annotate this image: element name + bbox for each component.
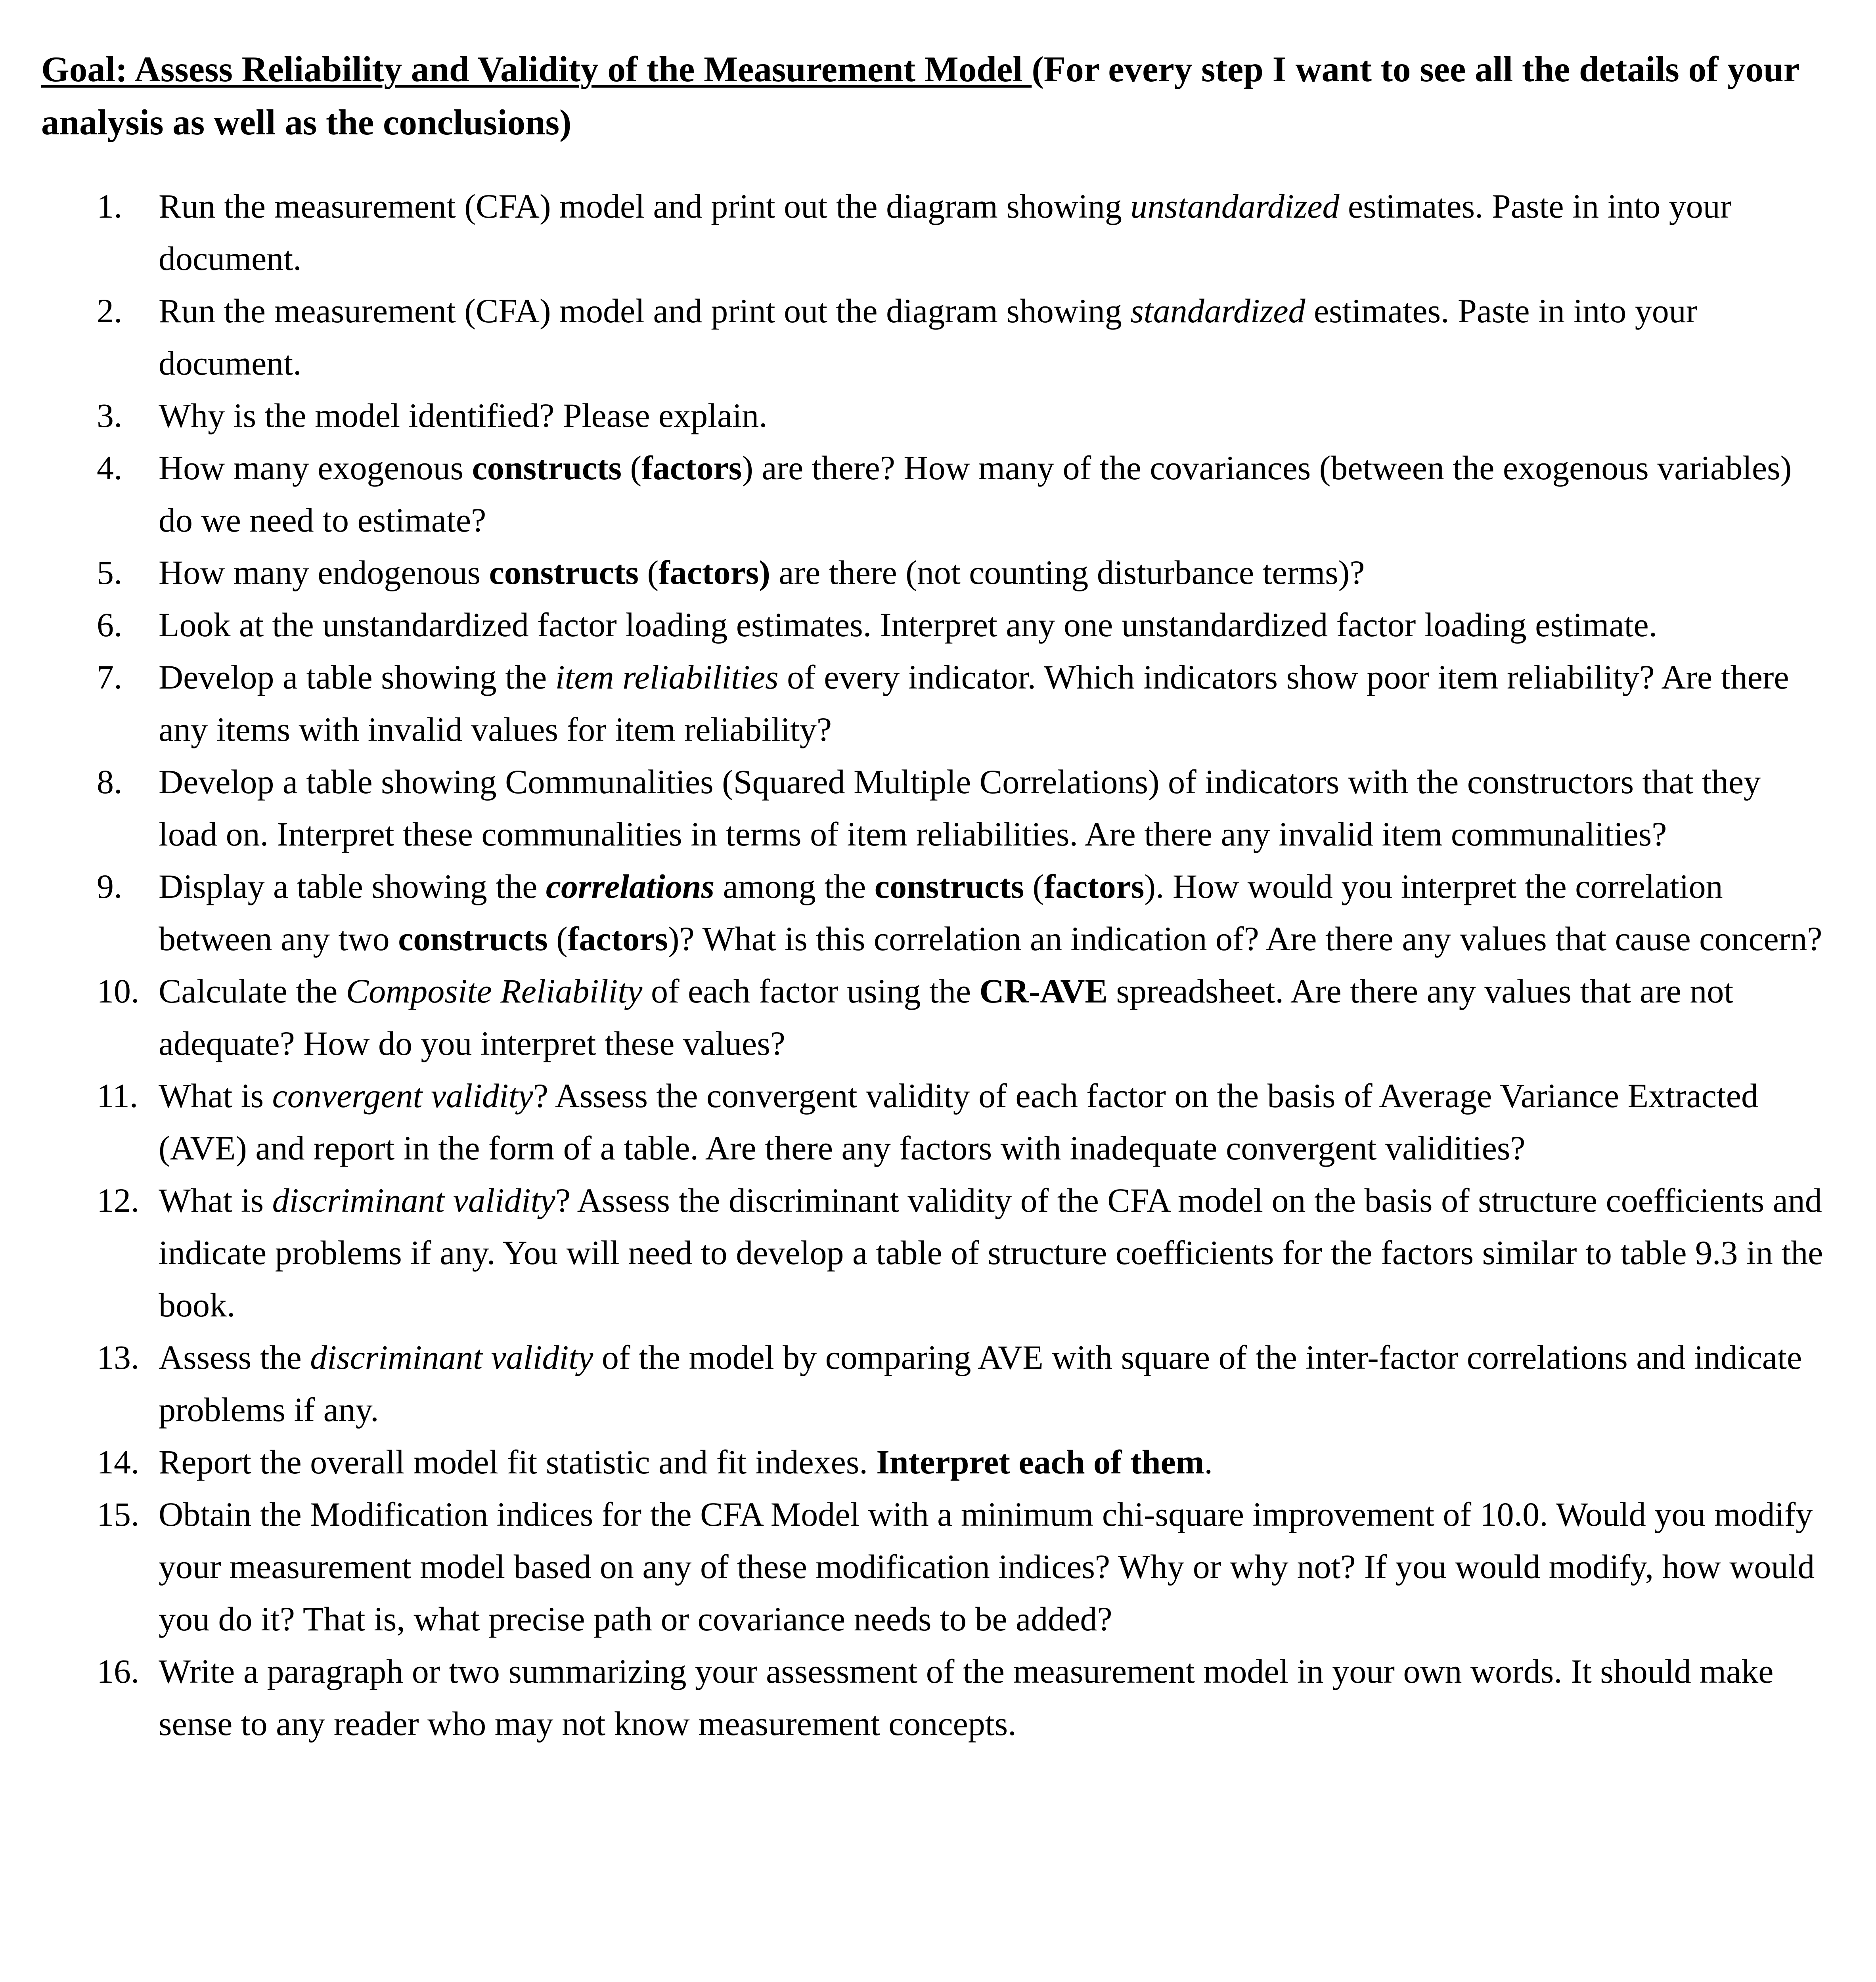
- item-text-segment: How many exogenous: [159, 449, 472, 487]
- item-text: [159, 658, 1789, 748]
- item-text-segment: of the model by comparing AVE with square of the inter-factor correlations and indicate problems if any.: [159, 1338, 1802, 1429]
- item-text-segment: correlations: [546, 867, 715, 905]
- item-number: 14.: [97, 1443, 140, 1481]
- item-number: 4.: [97, 449, 123, 487]
- list-item: [41, 442, 1825, 546]
- list-item: [41, 860, 1825, 965]
- item-text-segment: Develop a table showing the: [159, 658, 555, 696]
- item-text-segment: How many endogenous: [159, 553, 489, 591]
- item-text: [159, 763, 1761, 853]
- item-text-segment: item reliabilities: [555, 658, 779, 696]
- list-item: [41, 651, 1825, 756]
- item-text: [159, 1443, 1213, 1481]
- item-text-segment: of every indicator. Which indicators show poor item reliability? Are there any items with invalid values for item reliability?: [159, 658, 1789, 748]
- item-text-segment: Run the measurement (CFA) model and print out the diagram showing: [159, 292, 1131, 330]
- item-number: 13.: [97, 1338, 140, 1376]
- item-text-segment: What is: [159, 1181, 272, 1219]
- goal-heading: [41, 43, 1825, 149]
- item-text-segment: standardized: [1130, 292, 1306, 330]
- item-text-segment: Display a table showing the: [159, 867, 546, 905]
- item-text-segment: factors: [567, 920, 668, 958]
- item-text-segment: Calculate the: [159, 972, 346, 1010]
- item-text: [159, 1495, 1815, 1638]
- item-text-segment: convergent validity: [272, 1077, 533, 1115]
- item-number: 9.: [97, 867, 123, 905]
- item-text: [159, 1652, 1773, 1743]
- item-text-segment: .: [1204, 1443, 1213, 1481]
- item-text-segment: Composite Reliability: [346, 972, 643, 1010]
- item-text-segment: Look at the unstandardized factor loading estimates. Interpret any one unstandardized factor loading estimate.: [159, 606, 1658, 644]
- item-text-segment: What is: [159, 1077, 272, 1115]
- item-text: [159, 187, 1731, 277]
- item-text-segment: Why is the model identified? Please explain.: [159, 396, 768, 434]
- item-text-segment: CR-AVE: [979, 972, 1108, 1010]
- item-text-segment: discriminant validity: [272, 1181, 555, 1219]
- list-item: [41, 756, 1825, 860]
- item-text-segment: among the: [714, 867, 875, 905]
- item-text-segment: Write a paragraph or two summarizing your assessment of the measurement model in your own words. It should make sense to any reader who may not know measurement concepts.: [159, 1652, 1774, 1743]
- document: [41, 43, 1825, 1750]
- item-text-segment: ) are there? How many of the covariances (between the exogenous variables) do we need to estimate?: [159, 449, 1792, 539]
- item-number: 5.: [97, 553, 123, 591]
- goal-heading-rest: (For every step I want to see all the details of your analysis as well as the conclusions): [41, 49, 1799, 142]
- item-text-segment: factors: [641, 449, 742, 487]
- item-number: 2.: [97, 292, 123, 330]
- item-text-segment: constructs: [472, 449, 622, 487]
- item-text-segment: factors: [1044, 867, 1145, 905]
- list-item: [41, 546, 1825, 599]
- item-number: 15.: [97, 1495, 140, 1533]
- item-text: [159, 1077, 1758, 1167]
- item-text-segment: Run the measurement (CFA) model and print out the diagram showing: [159, 187, 1131, 225]
- item-text-segment: Assess the: [159, 1338, 310, 1376]
- list-item: [41, 180, 1825, 285]
- item-text-segment: ). How would you interpret the correlation between any two: [159, 867, 1723, 958]
- item-text-segment: )? What is this correlation an indication of? Are there any values that cause concern?: [668, 920, 1822, 958]
- item-text: [159, 396, 768, 434]
- item-text-segment: (: [1024, 867, 1044, 905]
- item-text: [159, 1181, 1823, 1324]
- list-item: [41, 1436, 1825, 1488]
- list-item: [41, 1069, 1825, 1174]
- item-number: 8.: [97, 763, 123, 801]
- item-text-segment: estimates. Paste in into your document.: [159, 187, 1732, 277]
- item-text-segment: Develop a table showing Communalities (Squared Multiple Correlations) of indicators with the constructors that they load on. Interpret these communalities in terms of item reliabilities. Are there any invalid item communalities?: [159, 763, 1761, 853]
- item-text-segment: constructs: [489, 553, 639, 591]
- item-number: 11.: [97, 1077, 138, 1115]
- goal-heading-underlined: Goal: Assess Reliability and Validity of the Measurement Model: [41, 49, 1032, 89]
- item-text: [159, 1338, 1802, 1429]
- item-number: 1.: [97, 187, 123, 225]
- item-text-segment: ? Assess the convergent validity of each factor on the basis of Average Variance Extracted (AVE) and report in the form of a table. Are there any factors with inadequate convergent validities?: [159, 1077, 1758, 1167]
- item-number: 16.: [97, 1652, 140, 1690]
- task-list: [41, 180, 1825, 1750]
- item-number: 12.: [97, 1181, 140, 1219]
- item-text: [159, 292, 1697, 382]
- list-item: [41, 965, 1825, 1069]
- item-text: [159, 449, 1792, 539]
- item-text-segment: discriminant validity: [310, 1338, 593, 1376]
- item-number: 10.: [97, 972, 140, 1010]
- item-text-segment: of each factor using the: [642, 972, 980, 1010]
- item-text-segment: estimates. Paste in into your document.: [159, 292, 1698, 382]
- item-text-segment: (: [638, 553, 659, 591]
- item-text-segment: Obtain the Modification indices for the CFA Model with a minimum chi-square improvement of 10.0. Would you modify your measurement model based on any of these modification indices? Why or why not? If you would modify, how would you do it? That is, what precise path or covariance needs to be added?: [159, 1495, 1815, 1638]
- list-item: [41, 1488, 1825, 1645]
- item-text-segment: Interpret each of them: [876, 1443, 1204, 1481]
- item-text-segment: (: [621, 449, 642, 487]
- list-item: [41, 285, 1825, 389]
- item-text-segment: Report the overall model fit statistic and fit indexes.: [159, 1443, 877, 1481]
- list-item: [41, 389, 1825, 442]
- item-text: [159, 972, 1733, 1062]
- item-text-segment: ? Assess the discriminant validity of the CFA model on the basis of structure coefficients and indicate problems if any. You will need to develop a table of structure coefficients for the factors similar to table 9.3 in the book.: [159, 1181, 1823, 1324]
- item-text-segment: constructs: [398, 920, 548, 958]
- list-item: [41, 1331, 1825, 1436]
- item-text-segment: (: [547, 920, 568, 958]
- item-number: 7.: [97, 658, 123, 696]
- item-text-segment: constructs: [874, 867, 1024, 905]
- list-item: [41, 1174, 1825, 1331]
- item-text-segment: are there (not counting disturbance terms)?: [770, 553, 1365, 591]
- item-text-segment: unstandardized: [1130, 187, 1340, 225]
- item-text-segment: factors): [659, 553, 770, 591]
- list-item: [41, 599, 1825, 651]
- item-text-segment: spreadsheet. Are there any values that are not adequate? How do you interpret these values?: [159, 972, 1734, 1062]
- item-text: [159, 606, 1657, 644]
- item-number: 6.: [97, 606, 123, 644]
- list-item: [41, 1645, 1825, 1750]
- item-number: 3.: [97, 396, 123, 434]
- item-text: [159, 867, 1822, 958]
- item-text: [159, 553, 1365, 591]
